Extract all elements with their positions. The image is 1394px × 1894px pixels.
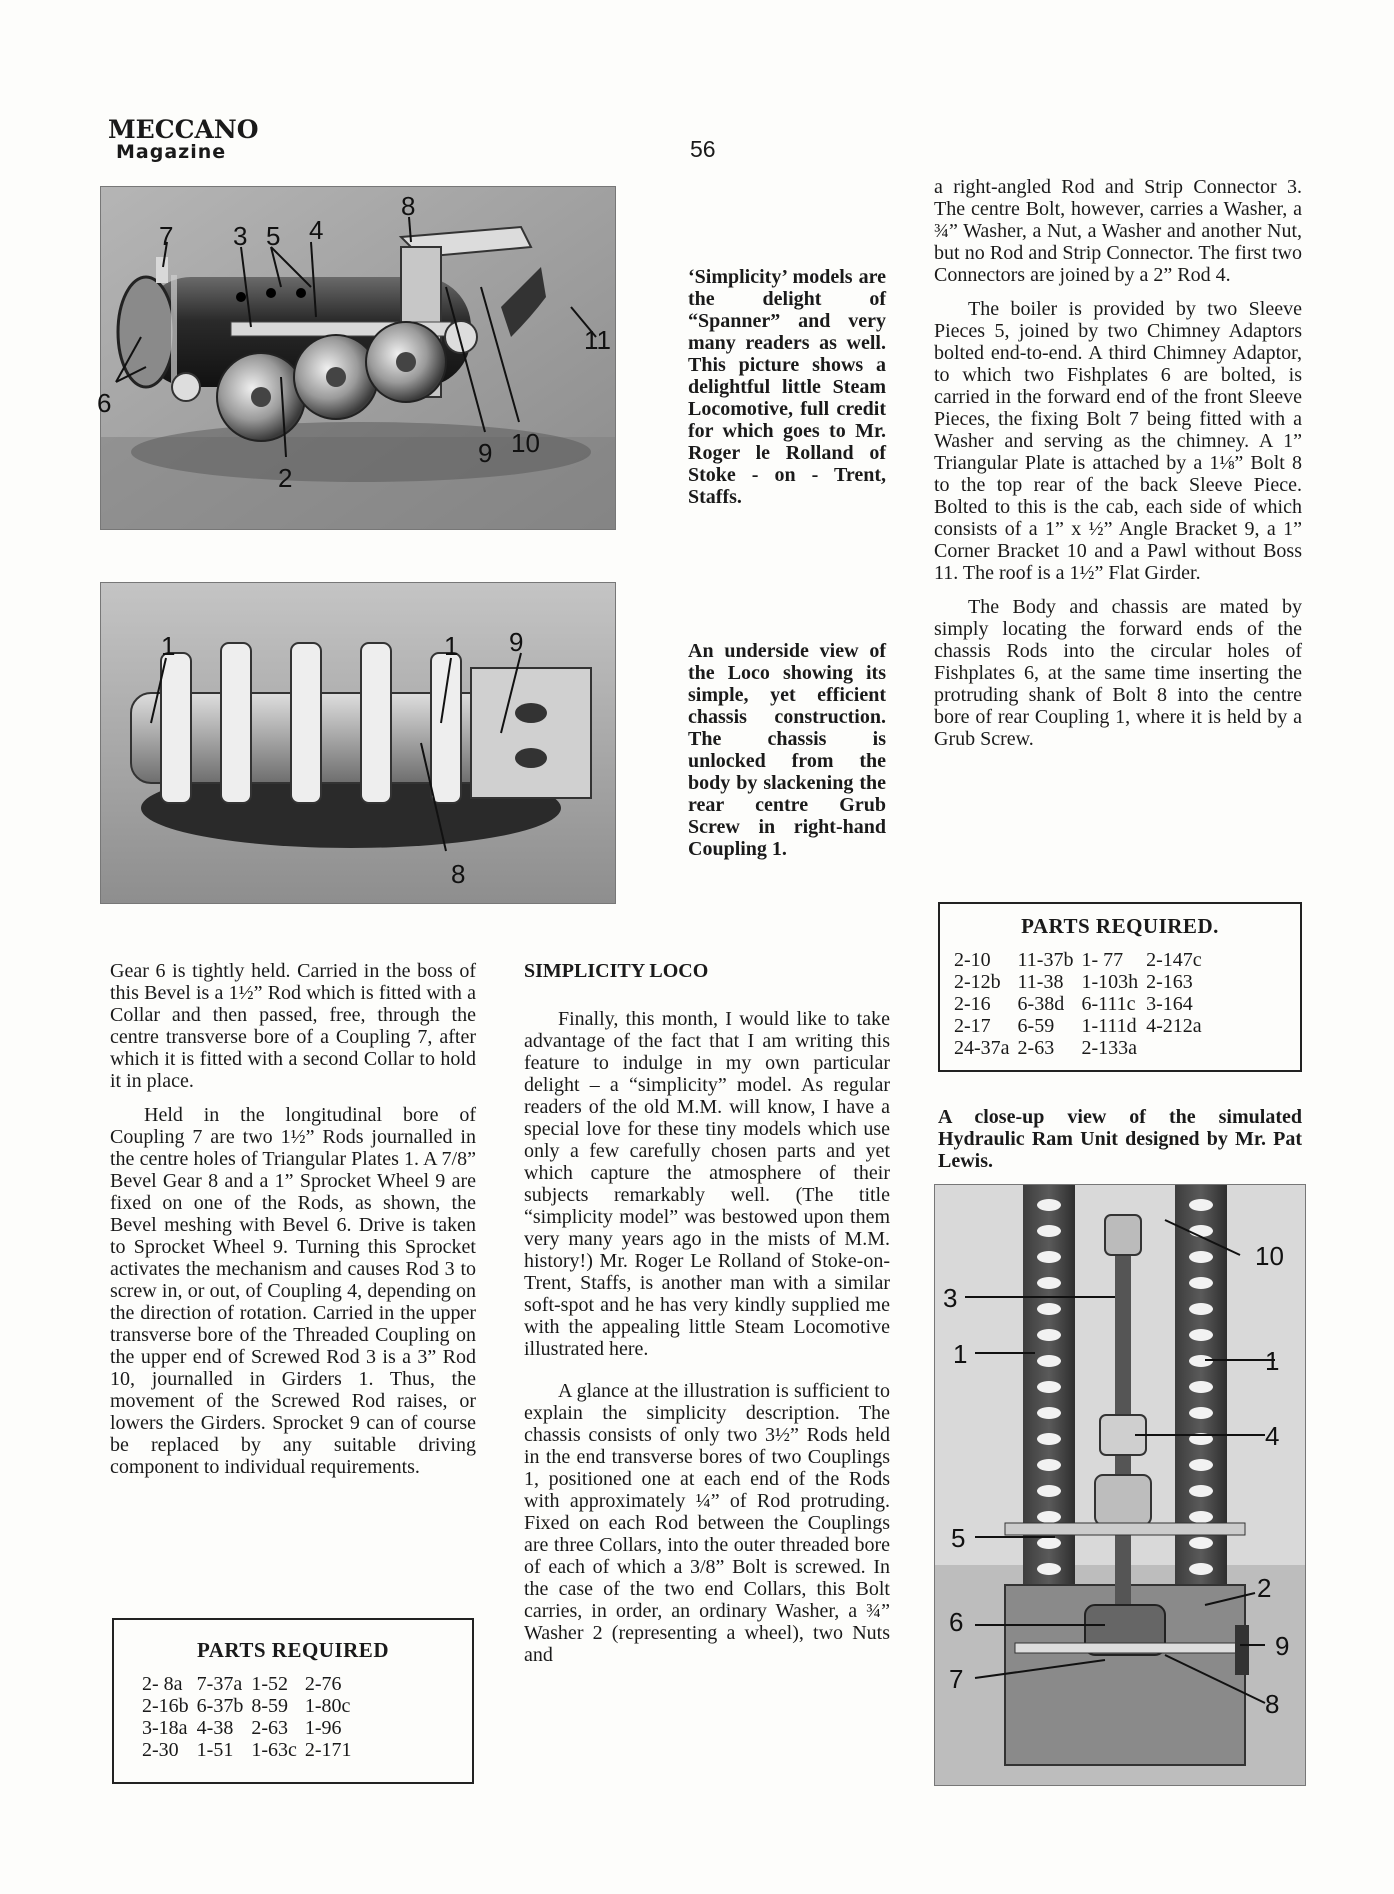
table-cell: 3-18a	[142, 1717, 188, 1739]
table-cell: 6-59	[1017, 1015, 1055, 1037]
parts-required-loco	[938, 902, 1302, 1072]
table-cell: 2-76	[304, 1673, 342, 1695]
table-cell: 4-38	[196, 1717, 234, 1739]
girder-hole	[1189, 1329, 1213, 1341]
photo2-label: 1	[161, 631, 176, 661]
photo3-label: 8	[1265, 1689, 1280, 1719]
photo3-label: 1	[953, 1339, 968, 1369]
photo1-label: 5	[266, 221, 281, 251]
table-cell: 2-163	[1146, 971, 1193, 993]
girder-hole	[1037, 1277, 1061, 1289]
table-cell: 3-164	[1146, 993, 1193, 1015]
girder-hole	[1189, 1277, 1213, 1289]
photo1-label: 3	[233, 221, 248, 251]
parts-required-hydraulic	[112, 1618, 474, 1784]
table-cell: 2-63	[251, 1717, 289, 1739]
photo3-label: 10	[1255, 1241, 1284, 1271]
girder-hole	[1037, 1563, 1061, 1575]
photo1-label: 6	[97, 388, 112, 418]
table-cell: 2-147c	[1146, 949, 1202, 971]
table-cell	[1146, 1037, 1210, 1059]
table-cell: 2-171	[304, 1739, 352, 1761]
photo3-label: 3	[943, 1283, 958, 1313]
table-cell: 6-37b	[196, 1695, 244, 1717]
girder-hole	[1189, 1537, 1213, 1549]
table-cell: 6-38d	[1017, 993, 1065, 1015]
girder-hole	[1189, 1303, 1213, 1315]
table-cell: 2-133a	[1081, 1037, 1138, 1059]
table-cell: 2-12b	[954, 971, 1001, 993]
photo3-label: 6	[949, 1607, 964, 1637]
photo3-label: 9	[1275, 1631, 1290, 1661]
table-cell: 7-37a	[196, 1673, 243, 1695]
table-cell: 1-111d	[1081, 1015, 1137, 1037]
table-row	[142, 1717, 360, 1739]
hydraulic-ram-photo	[934, 1184, 1306, 1786]
girder-hole	[1189, 1511, 1213, 1523]
parts-table	[142, 1673, 360, 1761]
table-row	[954, 949, 1210, 971]
table-cell: 11-37b	[1017, 949, 1074, 971]
girder-hole	[1189, 1199, 1213, 1211]
page-number: 56	[690, 136, 716, 162]
table-cell: 4-212a	[1146, 1015, 1202, 1037]
photo3-label: 5	[951, 1523, 966, 1553]
girder-hole	[1037, 1537, 1061, 1549]
table-row	[954, 971, 1210, 993]
photo1-label: 10	[511, 428, 540, 458]
photo2-label: 9	[509, 627, 524, 657]
girder-hole	[1037, 1199, 1061, 1211]
photo2-label: 8	[451, 859, 466, 889]
table-cell: 2-16	[954, 993, 991, 1015]
right-column-text	[934, 176, 1302, 762]
photo3-label: 1	[1265, 1346, 1280, 1376]
table-cell: 1-96	[304, 1717, 342, 1739]
photo1-label: 2	[278, 463, 293, 493]
girder-hole	[1037, 1225, 1061, 1237]
left-column-text	[110, 960, 476, 1490]
girder-hole	[1189, 1407, 1213, 1419]
parts-table	[954, 949, 1210, 1059]
girder-hole	[1037, 1407, 1061, 1419]
table-cell: 1-80c	[304, 1695, 351, 1717]
table-cell: 1-51	[196, 1739, 234, 1761]
table-cell: 1-63c	[251, 1739, 297, 1761]
paragraph: The Body and chassis are mated by simply locating the forward ends of the chassis Rods into the circular holes of Fishplates 6, at the same time inserting the protruding shank of Bolt 8 into the centre bore of rear Coupling 1, where it is held by a Grub Screw.	[934, 596, 1302, 750]
photo3-label: 4	[1265, 1421, 1280, 1451]
photo1-label: 11	[584, 325, 611, 355]
middle-column-text	[524, 960, 890, 1678]
paragraph: Gear 6 is tightly held. Carried in the boss of this Bevel is a 1½” Rod which is fitted with a Collar and then passed, free, through the centre transverse bore of a Coupling 7, after which it is fitted with a second Collar to hold it in place.	[110, 960, 476, 1092]
photo1-label: 7	[159, 221, 174, 251]
table-cell: 1-103h	[1081, 971, 1139, 993]
caption-locomotive: ‘Simplicity’ models are the delight of “Spanner” and very many readers as well. This picture shows a delightful little Steam Locomotive, full credit for which goes to Mr. Roger le Rolland of Stoke - on - Trent, Staffs.	[688, 266, 886, 508]
magazine-logo-line1: MECCANO	[108, 115, 259, 144]
girder-hole	[1189, 1459, 1213, 1471]
girder-hole	[1037, 1381, 1061, 1393]
photo3-label: 7	[949, 1664, 964, 1694]
table-cell: 2-10	[954, 949, 991, 971]
table-cell: 2-30	[142, 1739, 179, 1761]
table-cell: 2- 8a	[142, 1673, 183, 1695]
girder-hole	[1037, 1303, 1061, 1315]
table-cell: 6-111c	[1081, 993, 1136, 1015]
magazine-logo-line2: Magazine	[116, 141, 227, 163]
girder-hole	[1037, 1329, 1061, 1341]
girder-hole	[1189, 1485, 1213, 1497]
underside-photo	[100, 582, 616, 904]
photo3-label: 2	[1257, 1573, 1272, 1603]
girder-hole	[1037, 1459, 1061, 1471]
table-row	[142, 1673, 360, 1695]
locomotive-photo	[97, 186, 616, 530]
girder-hole	[1189, 1563, 1213, 1575]
photo1-label: 9	[478, 438, 493, 468]
girder-hole	[1189, 1381, 1213, 1393]
girder-hole	[1037, 1251, 1061, 1263]
table-cell: 11-38	[1017, 971, 1064, 993]
girder-hole	[1037, 1433, 1061, 1445]
table-cell: 8-59	[251, 1695, 289, 1717]
table-cell: 1- 77	[1081, 949, 1124, 971]
paragraph: Held in the longitudinal bore of Coupling 7 are two 1½” Rods journalled in the centre holes of Triangular Plates 1. A 7/8” Bevel Gear 8 and a 1” Sprocket Wheel 9 are fixed on one of the Rods, as shown, the Bevel meshing with Bevel 6. Drive is taken to Sprocket Wheel 9. Turning this Sprocket activates the mechanism and causes Rod 3 to screw in, or out, of Coupling 4, depending on the direction of rotation. Carried in the upper transverse bore of the Threaded Coupling on the upper end of Screwed Rod 3 is a 3” Rod 10, journalled in Girders 1. Thus, the movement of the Screwed Rod raises, or lowers the Girders. Sprocket 9 can of course be replaced by any suitable driving component to individual requirements.	[110, 1104, 476, 1478]
paragraph: The boiler is provided by two Sleeve Pieces 5, joined by two Chimney Adaptors bolted end-to-end. A third Chimney Adaptor, to which two Fishplates 6 are bolted, is carried in the forward end of the front Sleeve Pieces, the fixing Bolt 7 being fitted with a Washer and serving as the chimney. A 1” Triangular Plate is attached by a 1⅛” Bolt 8 to the top rear of the back Sleeve Piece. Bolted to this is the cab, each side of which consists of a 1” x ½” Angle Bracket 9, a 1” Corner Bracket 10 and a Pawl without Boss 11. The roof is a 1½” Flat Girder.	[934, 298, 1302, 584]
girder-hole	[1189, 1251, 1213, 1263]
table-cell: 1-52	[251, 1673, 289, 1695]
photo1-label: 8	[401, 191, 416, 221]
table-cell: 2-63	[1017, 1037, 1055, 1059]
table-cell: 2-17	[954, 1015, 991, 1037]
caption-underside: An underside view of the Loco showing its simple, yet efficient chassis construction. The chassis is unlocked from the body by slackening the rear centre Grub Screw in right-hand Coupling 1.	[688, 640, 886, 860]
paragraph: Finally, this month, I would like to take advantage of the fact that I am writing this feature to indulge in my own particular delight – a “simplicity” model. As regular readers of the old M.M. will know, I have a special love for these tiny models which use only a few carefully chosen parts and yet which capture the atmosphere of their subjects remarkably well. (The title “simplicity model” was bestowed upon them very many years ago in the mists of M.M. history!) Mr. Roger Le Rolland of Stoke-on-Trent, Staffs, is another man with a similar soft-spot and he has very kindly supplied me with the appealing little Steam Locomotive illustrated here.	[524, 1008, 890, 1360]
article-heading: SIMPLICITY LOCO	[524, 960, 709, 982]
table-cell: 2-16b	[142, 1695, 189, 1717]
girder-hole	[1037, 1355, 1061, 1367]
girder-hole	[1189, 1225, 1213, 1237]
parts-title: PARTS REQUIRED	[197, 1638, 389, 1662]
photo1-label: 4	[309, 215, 324, 245]
table-row	[954, 1015, 1210, 1037]
girder-hole	[1037, 1485, 1061, 1497]
table-row	[142, 1695, 360, 1717]
paragraph: a right-angled Rod and Strip Connector 3. The centre Bolt, however, carries a Washer, a ¾” Washer, a Nut, a Washer and another Nut, but no Rod and Strip Connector. The first two Connectors are joined by a 2” Rod 4.	[934, 176, 1302, 286]
caption-hydraulic-ram: A close-up view of the simulated Hydraulic Ram Unit designed by Mr. Pat Lewis.	[938, 1106, 1302, 1172]
parts-title: PARTS REQUIRED.	[1021, 914, 1219, 938]
paragraph: A glance at the illustration is sufficient to explain the simplicity description. The chassis consists of only two 3½” Rods held in the end transverse bores of two Couplings 1, positioned one at each end of the Rods with approximately ¼” of Rod protruding. Fixed on each Rod between the Couplings are three Collars, into the outer threaded bore of each of which a 3/8” Bolt is screwed. In the case of the two end Collars, this Bolt carries, in order, an ordinary Washer, a ¾” Washer 2 (representing a wheel), two Nuts and	[524, 1380, 890, 1666]
table-row	[954, 993, 1210, 1015]
table-row	[954, 1037, 1210, 1059]
table-cell: 24-37a	[954, 1037, 1010, 1059]
table-row	[142, 1739, 360, 1761]
girder-hole	[1037, 1511, 1061, 1523]
photo2-label: 1	[444, 631, 459, 661]
